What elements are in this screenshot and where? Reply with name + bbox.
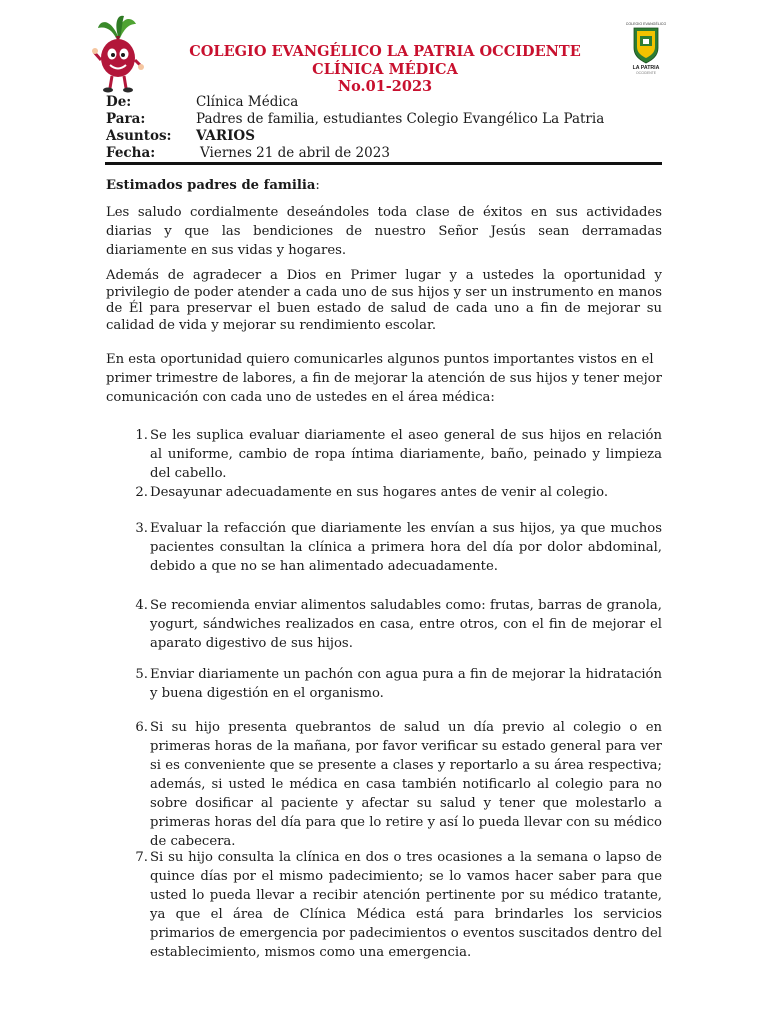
list-item-text: Desayunar adecuadamente en sus hogares antes de venir al colegio.: [150, 485, 609, 500]
paragraph: Les saludo cordialmente deseándoles toda clase de éxitos en sus actividades diarias y que las bendiciones de nuestro Señor Jesús sean derramadas diariamente en sus vidas y hogares.: [106, 205, 662, 258]
date-value: Viernes 21 de abril de 2023: [200, 145, 390, 161]
department-title: CLÍNICA MÉDICA: [312, 61, 458, 78]
list-item-text: Si su hijo consulta la clínica en dos o tres ocasiones a la semana o lapso de quince días por el mismo padecimiento; se lo vamos hacer saber para que usted lo pueda llevar a recibir atención pertinente por su médico tratante, ya que el área de Clínica Médica está para brindarles los servicios primarios de emergencia por padecimientos o eventos suscitados dentro del establecimiento, mismos como una emergencia.: [150, 850, 662, 960]
list-item-text: Enviar diariamente un pachón con agua pura a fin de mejorar la hidratación y buena digestión en el organismo.: [150, 667, 662, 701]
to-value: Padres de familia, estudiantes Colegio Evangélico La Patria: [196, 111, 605, 127]
paragraph: Además de agradecer a Dios en Primer lugar y a ustedes la oportunidad y privilegio de poder atender a cada uno de sus hijos y ser un instrumento en manos de Él para preservar el buen estado de salud de cada uno a fin de mejorar su calidad de vida y mejorar su rendimiento escolar.: [106, 268, 662, 333]
from-value: Clínica Médica: [196, 94, 299, 110]
crest-label: LA PATRIA: [632, 65, 660, 71]
list-item-text: Se recomienda enviar alimentos saludables como: frutas, barras de granola, yogurt, sándwiches realizados en casa, entre otros, con el fin de mejorar el aparato digestivo de sus hijos.: [150, 598, 662, 651]
date-label: Fecha:: [106, 145, 156, 161]
svg-text:COLEGIO EVANGÉLICO: COLEGIO EVANGÉLICO: [626, 22, 666, 26]
paragraph: En esta oportunidad quiero comunicarles algunos puntos importantes vistos en el primer trimestre de labores, a fin de mejorar la atención de sus hijos y tener mejor comunicación con cada uno de ustedes en el área médica:: [106, 352, 662, 405]
list-item-text: Se les suplica evaluar diariamente el aseo general de sus hijos en relación al uniforme, cambio de ropa íntima diariamente, baño, peinado y limpieza del cabello.: [150, 428, 662, 481]
list-item-number: 5.: [135, 667, 148, 682]
mascot-logo: [92, 14, 144, 96]
subject-label: Asuntos:: [106, 128, 172, 144]
school-title: COLEGIO EVANGÉLICO LA PATRIA OCCIDENTE: [189, 43, 581, 60]
from-label: De:: [106, 94, 132, 110]
svg-text:OCCIDENTE: OCCIDENTE: [636, 71, 656, 75]
list-item-number: 1.: [135, 428, 148, 443]
list-item-text: Si su hijo presenta quebrantos de salud un día previo al colegio o en primeras horas de la mañana, por favor verificar su estado general para ver si es conveniente que se presente a clases y reportarlo a su área respectiva; además, si usted le médica en casa también notificarlo al colegio para no sobre dosificar al paciente y afectar su salud y tener que molestarlo a primeras horas del día para que lo retire y así lo pueda llevar con su médico de cabecera.: [150, 720, 662, 849]
subject-value: VARIOS: [196, 128, 255, 144]
list-item-text: Evaluar la refacción que diariamente les envían a sus hijos, ya que muchos pacientes consultan la clínica a primera hora del día por dolor abdominal, debido a que no se han alimentado adecuadamente.: [150, 521, 662, 574]
header-divider: [105, 162, 662, 165]
to-label: Para:: [106, 111, 146, 127]
list-item-number: 4.: [135, 598, 148, 613]
memo-number: No.01-2023: [337, 78, 433, 95]
list-item-number: 7.: [135, 850, 148, 865]
school-crest-logo: [626, 20, 666, 76]
greeting: Estimados padres de familia:: [106, 178, 320, 193]
list-item-number: 2.: [135, 485, 148, 500]
list-item-number: 6.: [135, 720, 148, 735]
list-item-number: 3.: [135, 521, 148, 536]
